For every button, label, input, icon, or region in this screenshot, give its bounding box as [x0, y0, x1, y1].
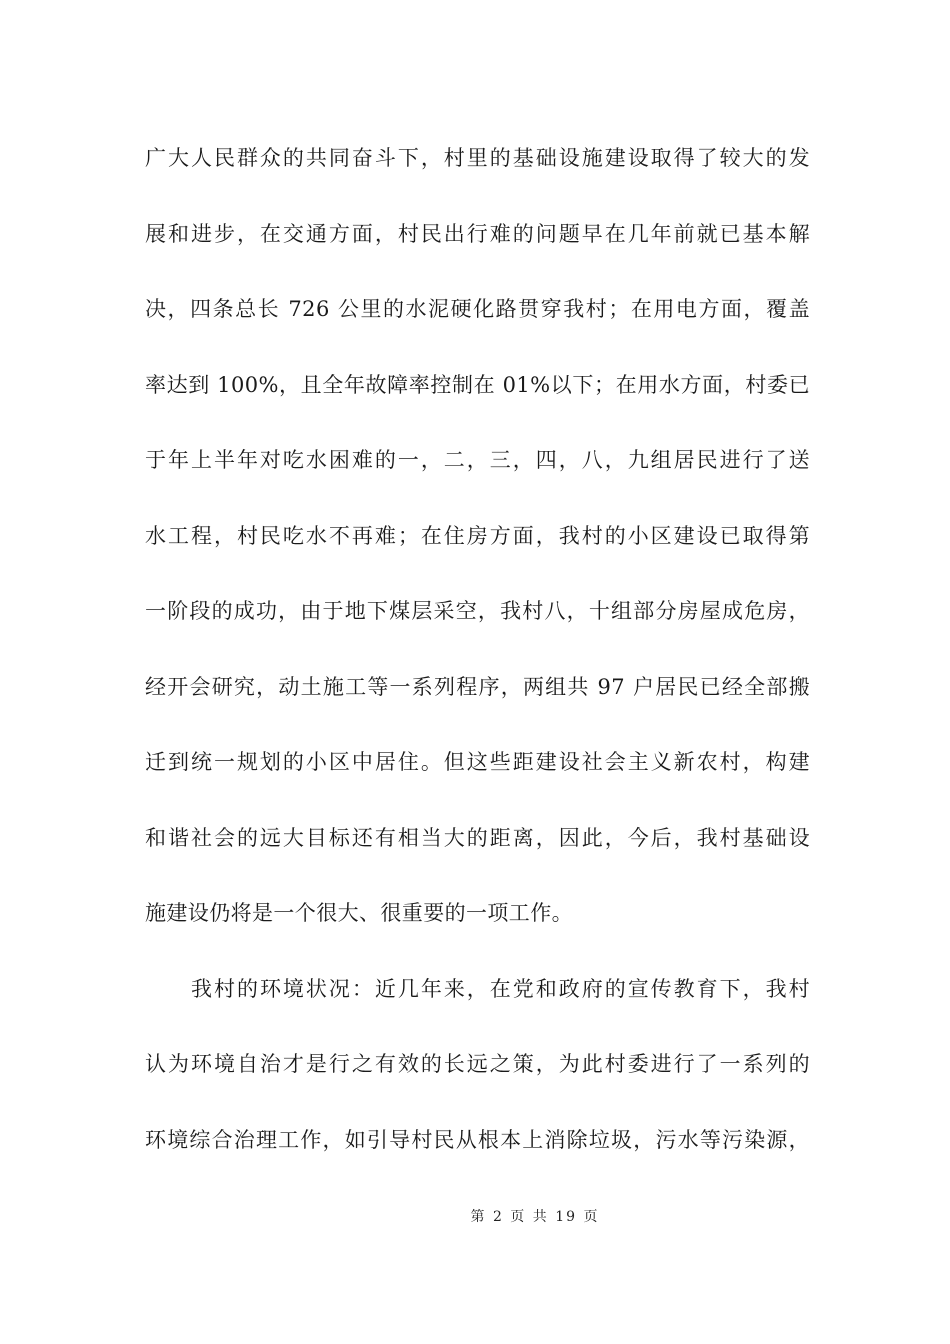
text-line: 施建设仍将是一个很大、很重要的一项工作。	[145, 901, 573, 925]
text-line: 一阶段的成功，由于地下煤层采空，我村八，十组部分房屋成危房，	[145, 599, 810, 623]
text-line: 我村的环境状况：近几年来，在党和政府的宣传教育下，我村	[191, 976, 810, 1001]
text-line: 率达到 100%，且全年故障率控制在 01%以下；在用水方面，村委已	[145, 372, 810, 397]
page-number-footer: 第 2 页 共 19 页	[470, 1209, 600, 1225]
text-line: 经开会研究，动土施工等一系列程序，两组共 97 户居民已经全部搬	[145, 674, 810, 699]
body-text	[145, 134, 810, 1191]
text-line: 决，四条总长 726 公里的水泥硬化路贯穿我村；在用电方面，覆盖	[145, 297, 810, 321]
text-line: 迁到统一规划的小区中居住。但这些距建设社会主义新农村，构建	[145, 750, 810, 774]
text-line: 环境综合治理工作，如引导村民从根本上消除垃圾，污水等污染源，	[145, 1127, 810, 1152]
text-line: 和谐社会的远大目标还有相当大的距离，因此，今后，我村基础设	[145, 825, 810, 850]
text-line: 认为环境自治才是行之有效的长远之策，为此村委进行了一系列的	[145, 1052, 810, 1076]
text-line: 展和进步，在交通方面，村民出行难的问题早在几年前就已基本解	[145, 221, 810, 246]
text-line: 于年上半年对吃水困难的一，二，三，四，八，九组居民进行了送	[145, 448, 810, 472]
text-line: 广大人民群众的共同奋斗下，村里的基础设施建设取得了较大的发	[145, 146, 810, 170]
text-line: 水工程，村民吃水不再难；在住房方面，我村的小区建设已取得第	[145, 523, 810, 548]
